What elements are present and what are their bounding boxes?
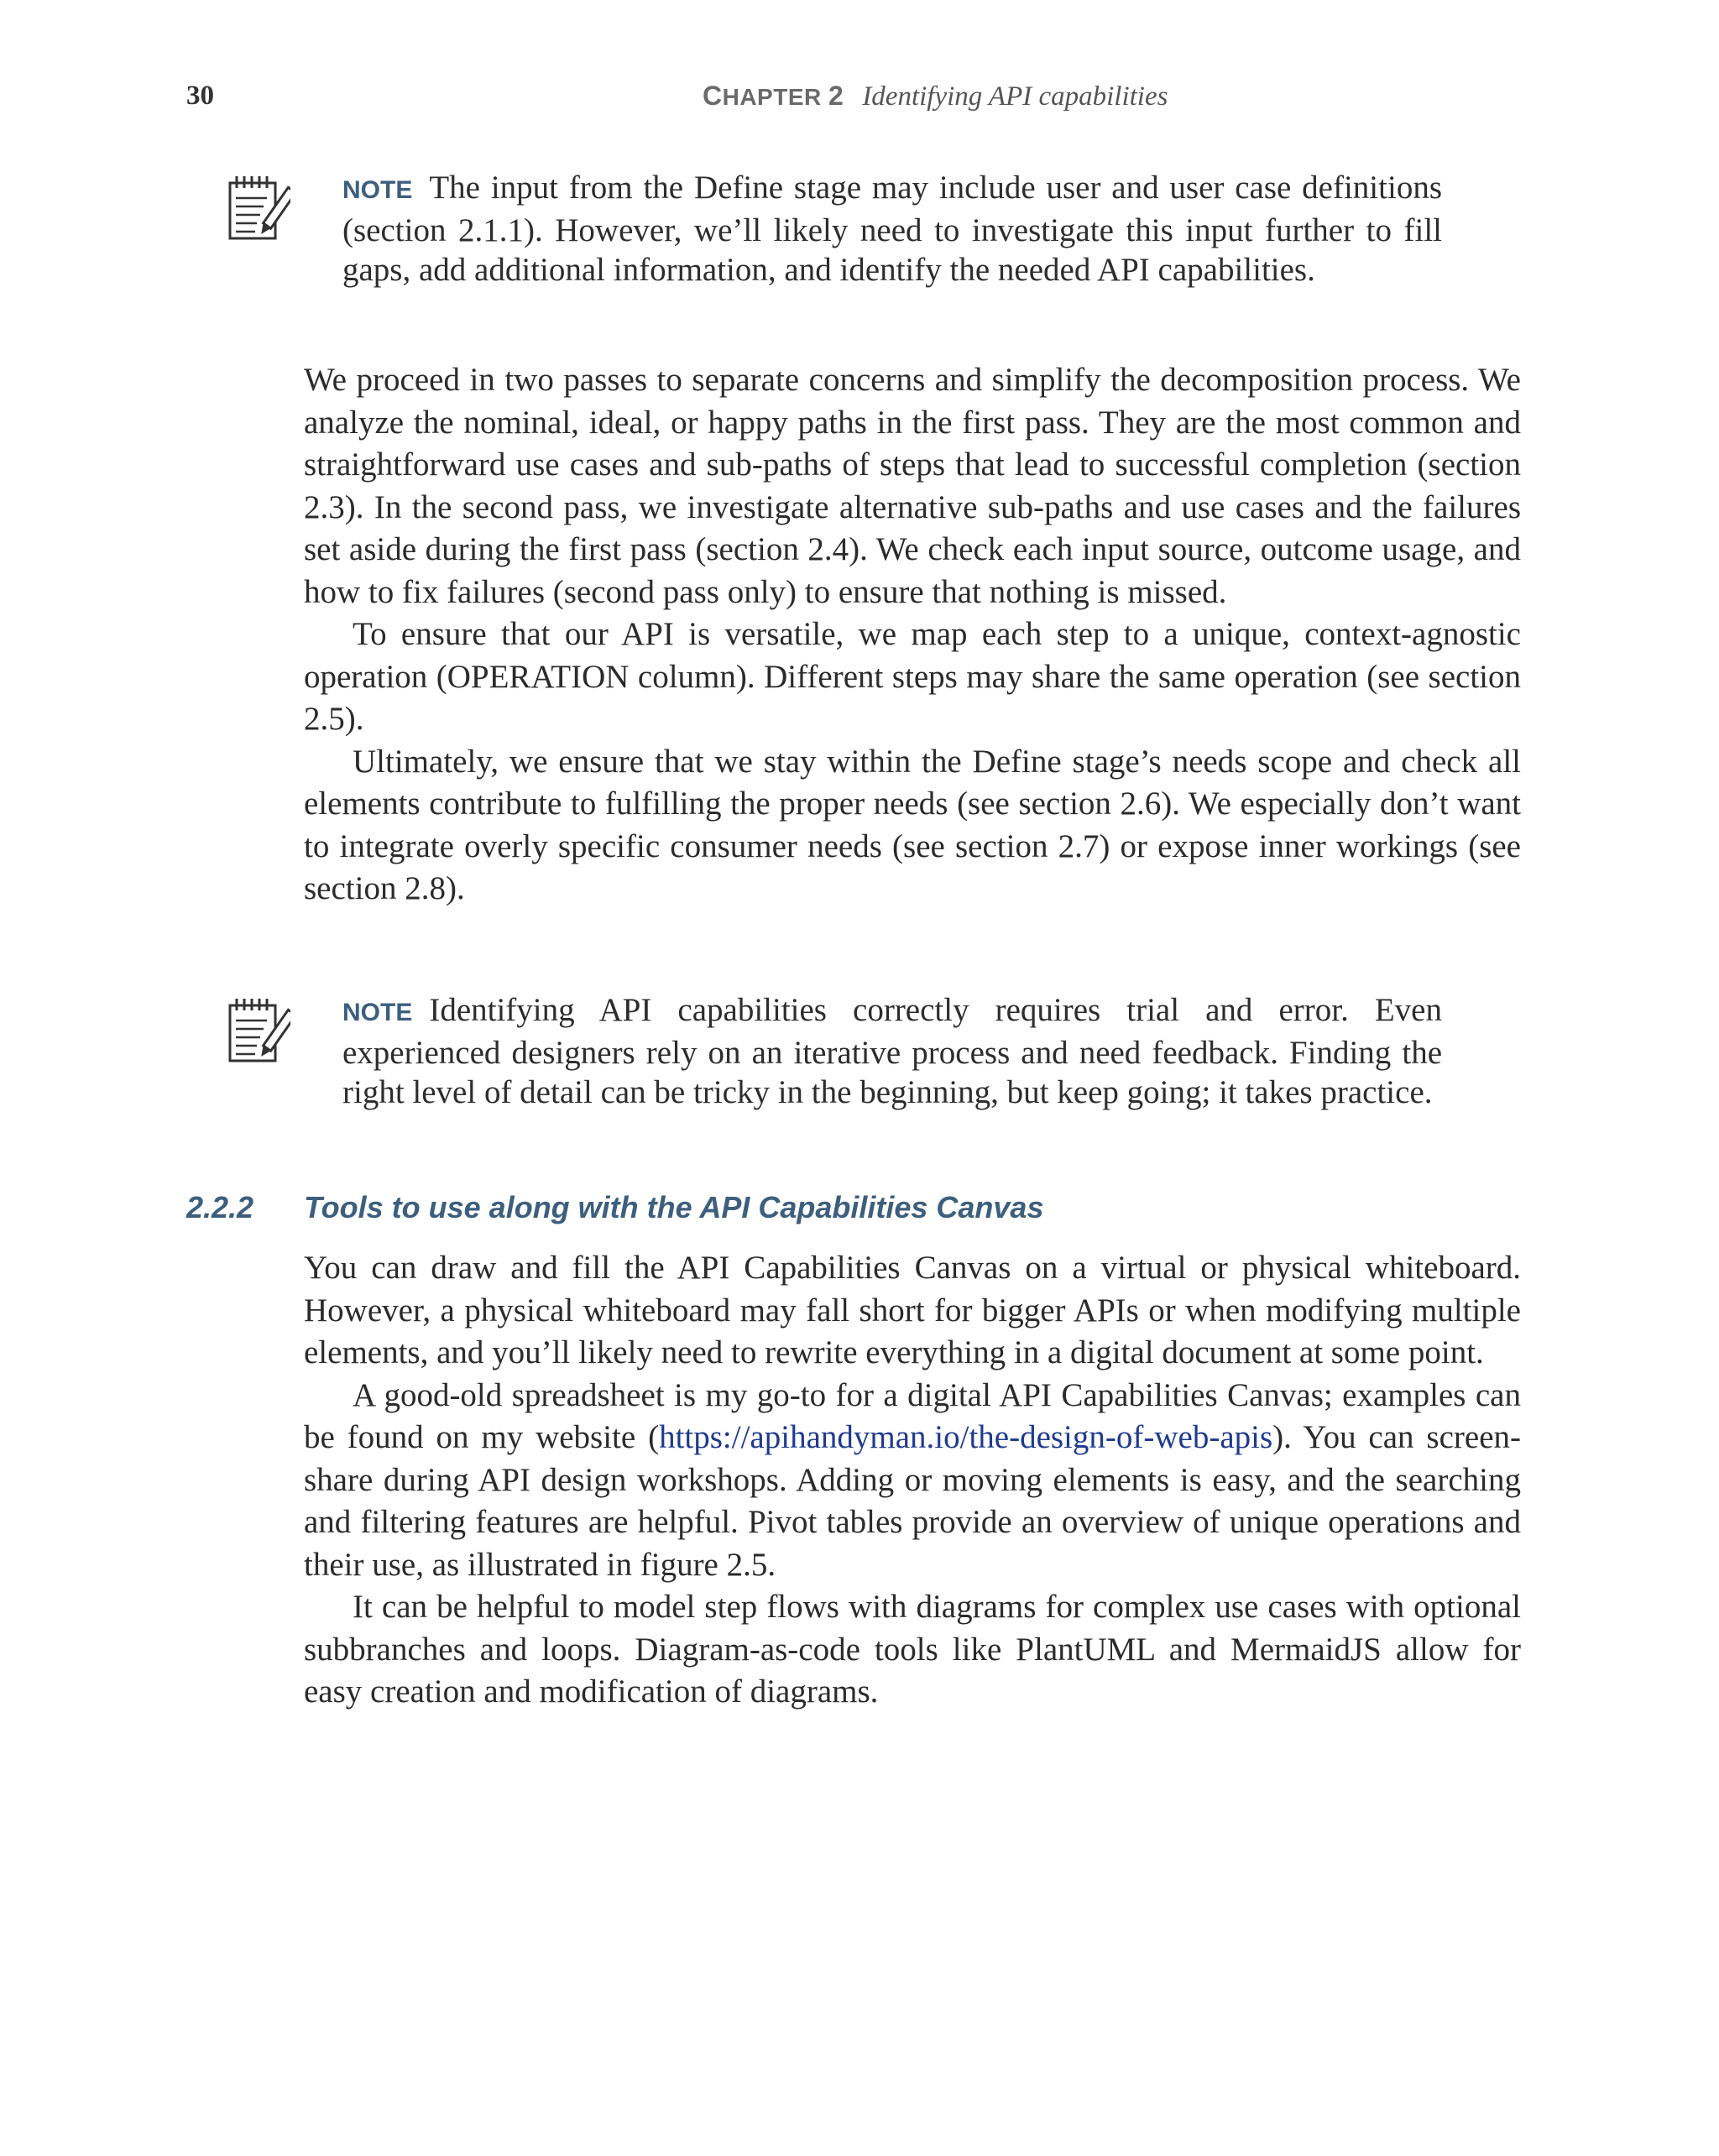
note-text: NOTE The input from the Define stage may include user and user case definitions (section 2.1.1). However, we’ll likely need to investigate this input further to fill gaps, add additional information, and identify the needed API capabilities. (342, 170, 1442, 288)
paragraph: Ultimately, we ensure that we stay within the Define stage’s needs scope and check all elements contribute to fulfilling the proper needs (see section 2.6). We especially don’t want to integrate overly specific consumer needs (see section 2.7) or expose inner workings (see section 2.8). (304, 743, 1521, 906)
running-head (703, 81, 1168, 112)
notepad-icon (227, 995, 290, 1066)
body-section-222 (304, 1247, 1521, 1714)
section-heading (186, 1190, 1521, 1225)
paragraph: To ensure that our API is versatile, we map each step to a unique, context-agnostic operation (OPERATION column). Different steps may share the same operation (see section 2.5). (304, 616, 1521, 737)
page-number: 30 (186, 81, 214, 111)
paragraph: A good-old spreadsheet is my go-to for a digital API Capabilities Canvas; examples can be found on my website (https://apihandyman.io/the-design-of-web-apis). You can screen-share during API design workshops. Adding or moving elements is easy, and the searching and filtering features are helpful. Pivot tables provide an overview of unique operations and their use, as illustrated in figure 2.5. (304, 1376, 1521, 1583)
section-title: Tools to use along with the API Capabilities Canvas (304, 1190, 1044, 1224)
paragraph: You can draw and fill the API Capabilities Canvas on a virtual or physical whiteboard. However, a physical whiteboard may fall short for bigger APIs or when modifying multiple elements, and you’ll likely need to rewrite everything in a digital document at some point. (304, 1250, 1521, 1370)
chapter-label: CHAPTER 2 (703, 81, 844, 111)
section-number: 2.2.2 (186, 1190, 254, 1224)
body-section-intro (304, 359, 1521, 911)
chapter-title: Identifying API capabilities (862, 81, 1168, 112)
page-header (186, 81, 1521, 123)
paragraph: It can be helpful to model step flows with diagrams for complex use cases with optional subbranches and loops. Diagram-as-code tools like PlantUML and MermaidJS allow for easy creation and modification of diagrams. (304, 1589, 1521, 1710)
note-text: NOTE Identifying API capabilities correctly requires trial and error. Even experienced designers rely on an iterative process and need feedback. Finding the right level of detail can be tricky in the beginning, but keep going; it takes practice. (342, 992, 1442, 1110)
website-link[interactable]: https://apihandyman.io/the-design-of-web-apis (659, 1419, 1273, 1455)
note-label: NOTE (342, 999, 413, 1026)
note-label: NOTE (342, 176, 413, 204)
paragraph: We proceed in two passes to separate concerns and simplify the decomposition process. We analyze the nominal, ideal, or happy paths in the first pass. They are the most common and straightforward use cases and sub-paths of steps that lead to successful completion (section 2.3). In the second pass, we investigate alternative sub-paths and use cases and the failures set aside during the first pass (section 2.4). We check each input source, outcome usage, and how to fix failures (second pass only) to ensure that nothing is missed. (304, 362, 1521, 610)
notepad-icon (227, 173, 290, 243)
